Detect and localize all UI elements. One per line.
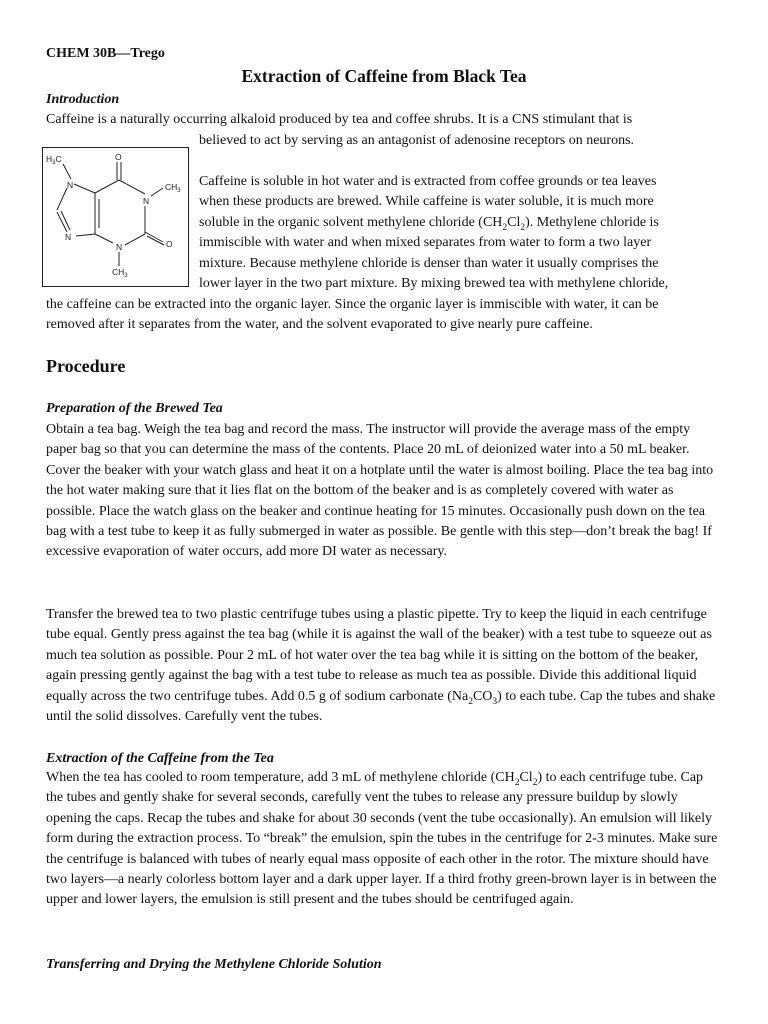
brewed-tea-paragraph-2: Transfer the brewed tea to two plastic centrifuge tubes using a plastic pipette. Try to keep the liquid in each centrifuge tube equal. Gently press against the tea bag (while it is against the wall of the beaker) with a test tube to squeeze out as much tea solution as possible. Pour 2 mL of hot water over the tea bag while it is sitting on the bottom of the beaker, again pressing gently against the bag with a test tube to release as much tea as possible. Divide this additional liquid equally across the two centrifuge tubes. Add 0.5 g of sodium carbonate $(Na_2CO_3)$ to each tube. Cap the tubes and shake until the solid dissolves. Carefully vent the tubes. xyxy=(46,607,716,725)
intro-line-2: believed to act by serving as an antagonist of adenosine receptors on neurons. xyxy=(199,133,635,148)
transfer-drying-heading: Transferring and Drying the Methylene Chloride Solution xyxy=(46,957,382,972)
page-title: Extraction of Caffeine from Black Tea xyxy=(241,66,527,86)
carbonyl-oxygen-top: O xyxy=(115,152,122,162)
nitrogen-top-left: N xyxy=(67,180,74,190)
intro-p2-line-2: when these products are brewed. While caffeine is water soluble, it is much more xyxy=(199,194,654,209)
methyl-label-top-left: $H_3C$ xyxy=(46,154,62,166)
nitrogen-right: N xyxy=(143,196,150,206)
extraction-heading: Extraction of the Caffeine from the Tea xyxy=(46,751,274,766)
carbonyl-oxygen-right: O xyxy=(166,239,173,249)
nitrogen-left: N xyxy=(65,232,72,242)
intro-p2-line-6: lower layer in the two part mixture. By mixing brewed tea with methylene chloride, xyxy=(199,276,669,291)
introduction-heading: Introduction xyxy=(46,92,120,107)
caffeine-structure-diagram xyxy=(43,148,188,286)
intro-p2-line-4: immiscible with water and when mixed separates from water to form a two layer xyxy=(199,235,652,250)
extraction-paragraph: When the tea has cooled to room temperature, add 3 mL of methylene chloride $(CH_2Cl_2)$ to each centrifuge tube. Cap the tubes and gently shake for several seconds, carefully vent the tubes to release any pressure buildup by slowly opening the caps. Recap the tubes and shake for about 30 seconds (vent the tube occasionally). An emulsion will likely form during the extraction process. To “break” the emulsion, spin the tubes in the centrifuge for 2-3 minutes. Make sure the centrifuge is balanced with tubes of nearly equal mass opposite of each other in the rotor. The mixture should have two layers—a nearly colorless bottom layer and a dark upper layer. If a third frothy green-brown layer is in between the upper and lower layers, the emulsion is still present and the tubes should be centrifuged again. xyxy=(46,770,718,908)
intro-p2-line-5: mixture. Because methylene chloride is denser than water it usually comprises the xyxy=(199,256,659,271)
methyl-label-right: $CH_3$ xyxy=(165,182,181,194)
methyl-label-bottom: $CH_3$ xyxy=(112,267,128,279)
brewed-tea-heading: Preparation of the Brewed Tea xyxy=(46,401,223,416)
intro-p2-line-1: Caffeine is soluble in hot water and is extracted from coffee grounds or tea leaves xyxy=(199,174,657,189)
course-label: CHEM 30B—Trego xyxy=(46,46,165,61)
caffeine-structure-figure xyxy=(42,147,189,287)
procedure-heading: Procedure xyxy=(46,356,126,376)
intro-p2-line-8: removed after it separates from the water, and the solvent evaporated to give nearly pure caffeine. xyxy=(46,317,593,332)
nitrogen-bottom: N xyxy=(116,242,123,252)
intro-p2-line-3: soluble in the organic solvent methylene chloride $(CH_2Cl_2)$. Methylene chloride is xyxy=(199,215,659,233)
intro-p2-line-7: the caffeine can be extracted into the organic layer. Since the organic layer is immiscible with water, it can be xyxy=(46,297,659,312)
intro-line-1: Caffeine is a naturally occurring alkaloid produced by tea and coffee shrubs. It is a CNS stimulant that is xyxy=(46,112,633,127)
brewed-tea-paragraph-1: Obtain a tea bag. Weigh the tea bag and record the mass. The instructor will provide the average mass of the empty paper bag so that you can determine the mass of the contents. Place 20 mL of deionized water into a 50 mL beaker. Cover the beaker with your watch glass and heat it on a hotplate until the water is almost boiling. Place the tea bag into the hot water making sure that it lies flat on the bottom of the beaker and is as completely covered with water as possible. Place the watch glass on the beaker and continue heating for 15 minutes. Occasionally push down on the tea bag with a test tube to keep it as fully submerged in water as possible. Be gentle with this step—don’t break the bag! If excessive evaporation of water occurs, add more DI water as necessary. xyxy=(46,422,714,560)
